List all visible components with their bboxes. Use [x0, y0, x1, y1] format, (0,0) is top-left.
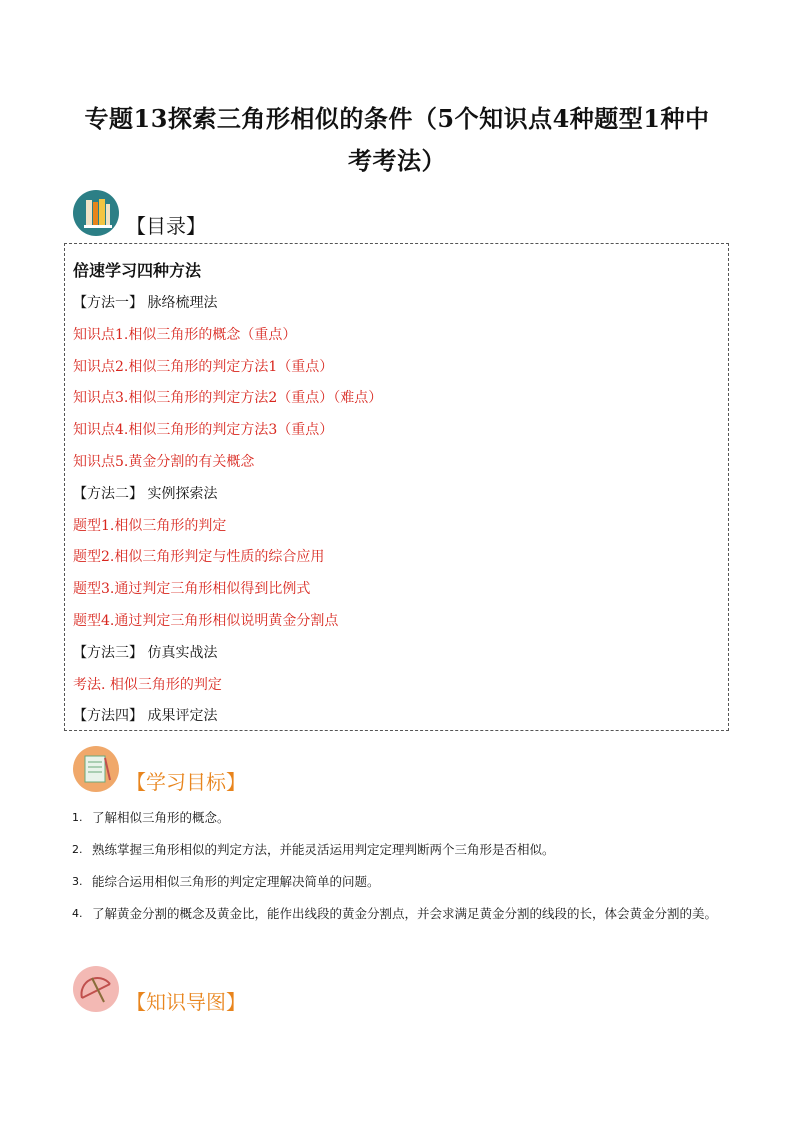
page-title-line2: 考考法）: [348, 146, 446, 175]
goal-item: [72, 802, 732, 834]
toc-item-method-3[interactable]: 【方法三】 仿真实战法: [73, 644, 218, 661]
goal-item: [72, 866, 732, 898]
toc-item-type-1[interactable]: 题型1.相似三角形的判定: [73, 517, 227, 534]
toc-box: [64, 243, 729, 731]
goals-section-label: 【学习目标】: [126, 770, 246, 794]
goal-text: 能综合运用相似三角形的判定定理解决简单的问题。: [92, 874, 380, 889]
toc-item-method-4[interactable]: 【方法四】 成果评定法: [73, 708, 218, 725]
goal-text: 了解黄金分割的概念及黄金比，能作出线段的黄金分割点，并会求满足黄金分割的线段的长，体会黄金分割的美。: [92, 906, 718, 921]
toc-item-type-3[interactable]: 题型3.通过判定三角形相似得到比例式: [73, 581, 311, 598]
toc-item-type-2[interactable]: 题型2.相似三角形判定与性质的综合应用: [73, 549, 325, 566]
knowledge-map-section-label: 【知识导图】: [126, 990, 246, 1014]
toc-list: [73, 288, 382, 733]
toc-heading: 倍速学习四种方法: [73, 261, 202, 280]
page-title-line1: 专题13探索三角形相似的条件（5个知识点4种题型1种中: [84, 104, 710, 133]
protractor-icon: [72, 964, 122, 1014]
books-icon: [72, 188, 122, 238]
goals-section-header: [72, 738, 246, 794]
goal-item: [72, 834, 732, 866]
knowledge-map-section-header: [72, 958, 246, 1014]
toc-item-knowledge-1[interactable]: 知识点1.相似三角形的概念（重点）: [73, 326, 297, 343]
toc-item-type-4[interactable]: 题型4.通过判定三角形相似说明黄金分割点: [73, 612, 339, 629]
notebook-icon: [72, 744, 122, 794]
goal-number: 4.: [72, 907, 83, 920]
page-title: [60, 98, 734, 182]
goal-number: 3.: [72, 875, 83, 888]
toc-section-label: 【目录】: [126, 214, 206, 238]
goal-item: [72, 898, 732, 929]
toc-item-knowledge-5[interactable]: 知识点5.黄金分割的有关概念: [73, 453, 255, 470]
goal-number: 2.: [72, 843, 83, 856]
toc-item-method-1[interactable]: 【方法一】 脉络梳理法: [73, 295, 218, 311]
toc-item-exam-method[interactable]: 考法. 相似三角形的判定: [73, 676, 222, 693]
toc-item-knowledge-2[interactable]: 知识点2.相似三角形的判定方法1（重点）: [73, 358, 334, 375]
toc-item-method-2[interactable]: 【方法二】 实例探索法: [73, 485, 218, 502]
goal-text: 熟练掌握三角形相似的判定方法，并能灵活运用判定定理判断两个三角形是否相似。: [92, 842, 555, 857]
goals-list: [72, 802, 732, 929]
toc-section-header: [72, 182, 206, 238]
toc-item-knowledge-3[interactable]: 知识点3.相似三角形的判定方法2（重点）（难点）: [73, 390, 383, 407]
toc-item-knowledge-4[interactable]: 知识点4.相似三角形的判定方法3（重点）: [73, 422, 334, 439]
goal-number: 1.: [72, 811, 83, 824]
goal-text: 了解相似三角形的概念。: [92, 810, 230, 825]
